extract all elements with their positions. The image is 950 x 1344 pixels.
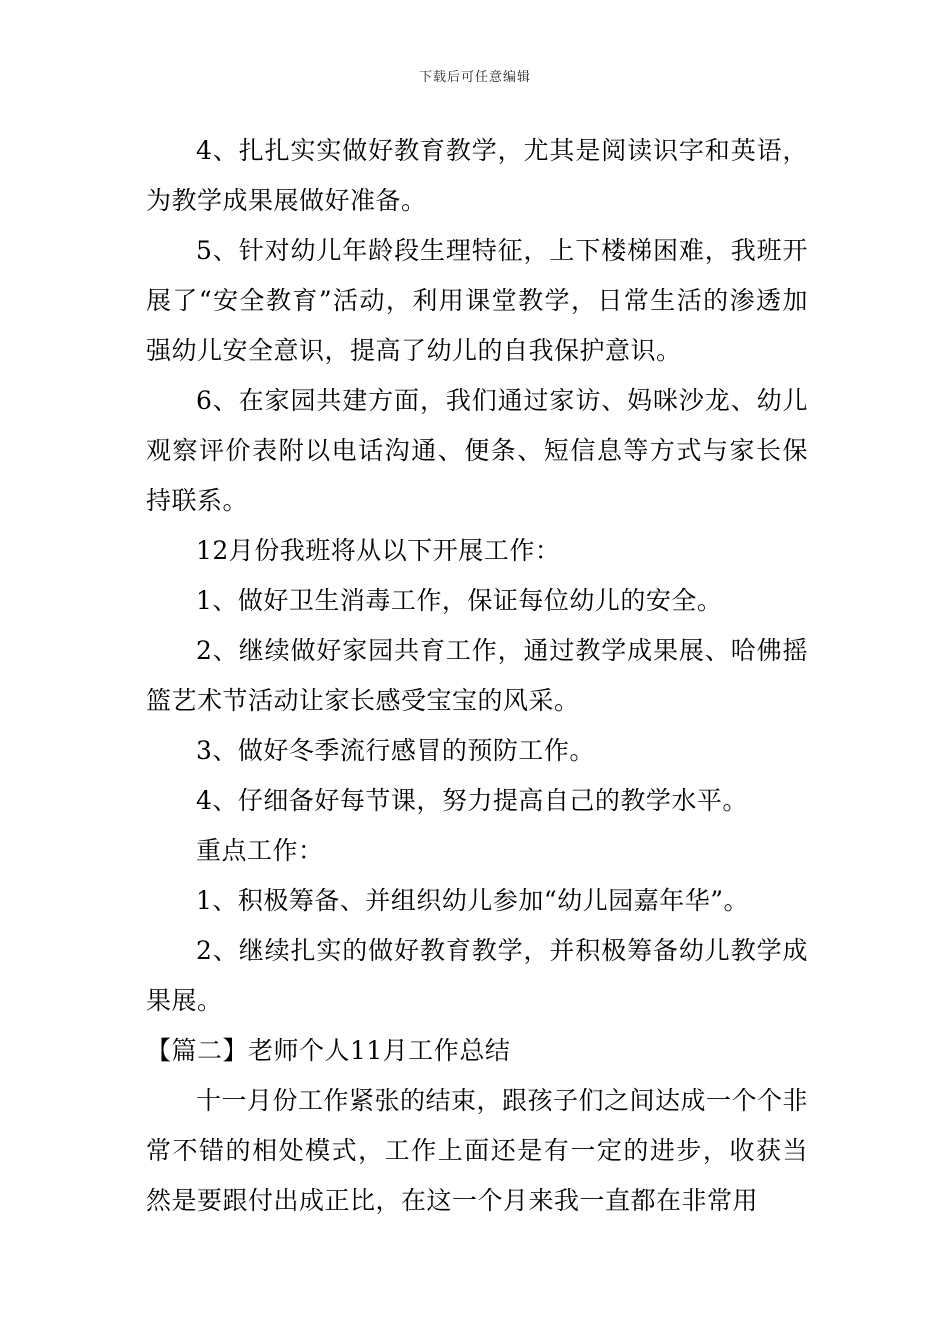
paragraph: 4、扎扎实实做好教育教学，尤其是阅读识字和英语，为教学成果展做好准备。 bbox=[146, 136, 808, 215]
paragraph: 2、继续做好家园共育工作，通过教学成果展、哈佛摇篮艺术节活动让家长感受宝宝的风采。 bbox=[146, 636, 808, 715]
paragraph: 2、继续扎实的做好教育教学，并积极筹备幼儿教学成果展。 bbox=[146, 936, 808, 1015]
paragraph: 6、在家园共建方面，我们通过家访、妈咪沙龙、幼儿观察评价表附以电话沟通、便条、短信息等方式与家长保持联系。 bbox=[146, 386, 808, 515]
paragraph: 5、针对幼儿年龄段生理特征，上下楼梯困难，我班开展了“安全教育”活动，利用课堂教学，日常生活的渗透加强幼儿安全意识，提高了幼儿的自我保护意识。 bbox=[146, 236, 808, 365]
paragraph: 重点工作： bbox=[196, 836, 324, 865]
paragraph: 十一月份工作紧张的结束，跟孩子们之间达成一个个非常不错的相处模式，工作上面还是有一定的进步，收获当然是要跟付出成正比，在这一个月来我一直都在非常用 bbox=[146, 1086, 809, 1215]
paragraph: 12月份我班将从以下开展工作： bbox=[196, 536, 561, 565]
paragraph: 1、做好卫生消毒工作，保证每位幼儿的安全。 bbox=[196, 586, 723, 615]
section-heading: 【篇二】老师个人11月工作总结 bbox=[146, 1036, 511, 1065]
document-body bbox=[146, 126, 808, 1226]
paragraph: 3、做好冬季流行感冒的预防工作。 bbox=[196, 736, 595, 765]
header-note: 下载后可任意编辑 bbox=[418, 70, 531, 85]
paragraph: 1、积极筹备、并组织幼儿参加“幼儿园嘉年华”。 bbox=[196, 886, 749, 915]
paragraph: 4、仔细备好每节课，努力提高自己的教学水平。 bbox=[196, 786, 748, 815]
